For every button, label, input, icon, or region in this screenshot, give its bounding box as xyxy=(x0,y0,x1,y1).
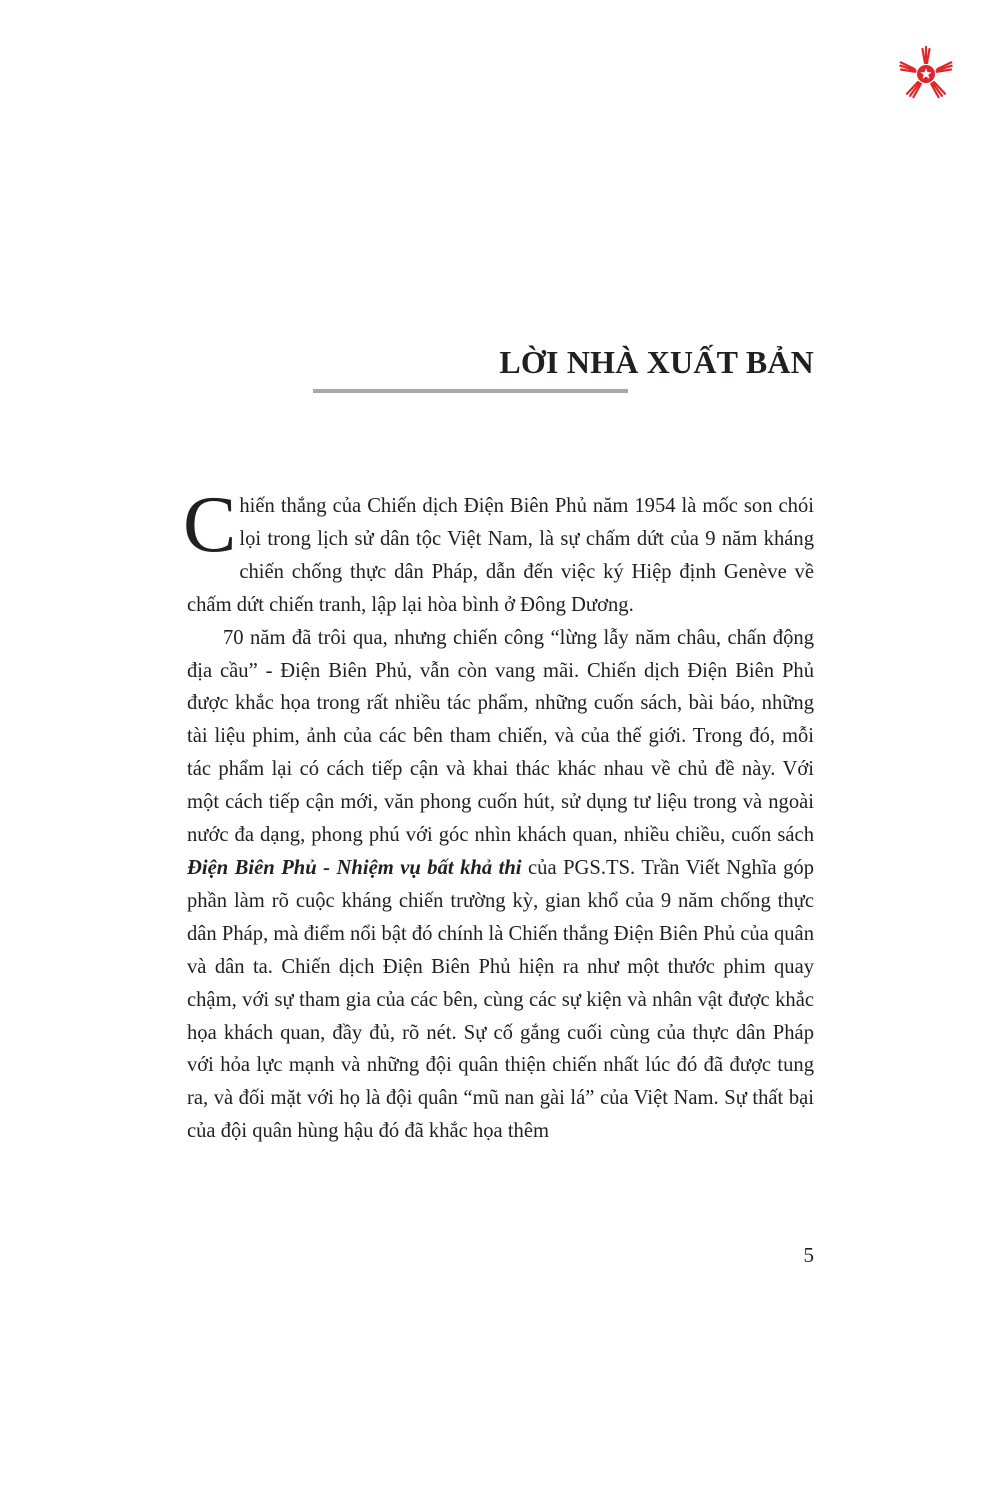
paragraph-1-text: hiến thắng của Chiến dịch Điện Biên Phủ năm 1954 là mốc son chói lọi trong lịch sử dân tộc Việt Nam, là sự chấm dứt của 9 năm kháng chiến chống thực dân Pháp, dẫn đến việc ký Hiệp định Genève về chấm dứt chiến tranh, lập lại hòa bình ở Đông Dương. xyxy=(187,495,814,616)
preface-body xyxy=(183,481,814,1148)
page-title: LỜI NHÀ XUẤT BẢN xyxy=(499,344,814,380)
paragraph-2 xyxy=(187,622,814,1149)
publisher-star-emblem-icon xyxy=(895,44,957,104)
drop-cap-letter: C xyxy=(183,481,237,569)
page-number: 5 xyxy=(803,1243,814,1267)
book-title-emphasis: Điện Biên Phủ - Nhiệm vụ bất khả thi xyxy=(187,856,522,879)
paragraph-2-text-part-1: 70 năm đã trôi qua, nhưng chiến công “lừng lẫy năm châu, chấn động địa cầu” - Điện Biên Phủ, vẫn còn vang mãi. Chiến dịch Điện Biên Phủ được khắc họa trong rất nhiều tác phẩm, những cuốn sách, bài báo, những tài liệu phim, ảnh của các bên tham chiến, và của thế giới. Trong đó, mỗi tác phẩm lại có cách tiếp cận và khai thác khác nhau về chủ đề này. Với một cách tiếp cận mới, văn phong cuốn hút, sử dụng tư liệu trong và ngoài nước đa dạng, phong phú với góc nhìn khách quan, nhiều chiều, cuốn sách xyxy=(187,626,814,847)
paragraph-1 xyxy=(183,481,814,622)
publisher-logo xyxy=(895,44,957,104)
paragraph-2-text-part-2: của PGS.TS. Trần Viết Nghĩa góp phần làm rõ cuộc kháng chiến trường kỳ, gian khổ của 9 năm chống thực dân Pháp, mà điểm nổi bật đó chính là Chiến thắng Điện Biên Phủ của quân và dân ta. Chiến dịch Điện Biên Phủ hiện ra như một thước phim quay chậm, với sự tham gia của các bên, cùng các sự kiện và nhân vật được khắc họa khách quan, đầy đủ, rõ nét. Sự cố gắng cuối cùng của thực dân Pháp với hỏa lực mạnh và những đội quân thiện chiến nhất lúc đó đã được tung ra, và đối mặt với họ là đội quân “mũ nan gài lá” của Việt Nam. Sự thất bại của đội quân hùng hậu đó đã khắc họa thêm xyxy=(187,856,814,1143)
title-underline-divider xyxy=(313,389,628,393)
